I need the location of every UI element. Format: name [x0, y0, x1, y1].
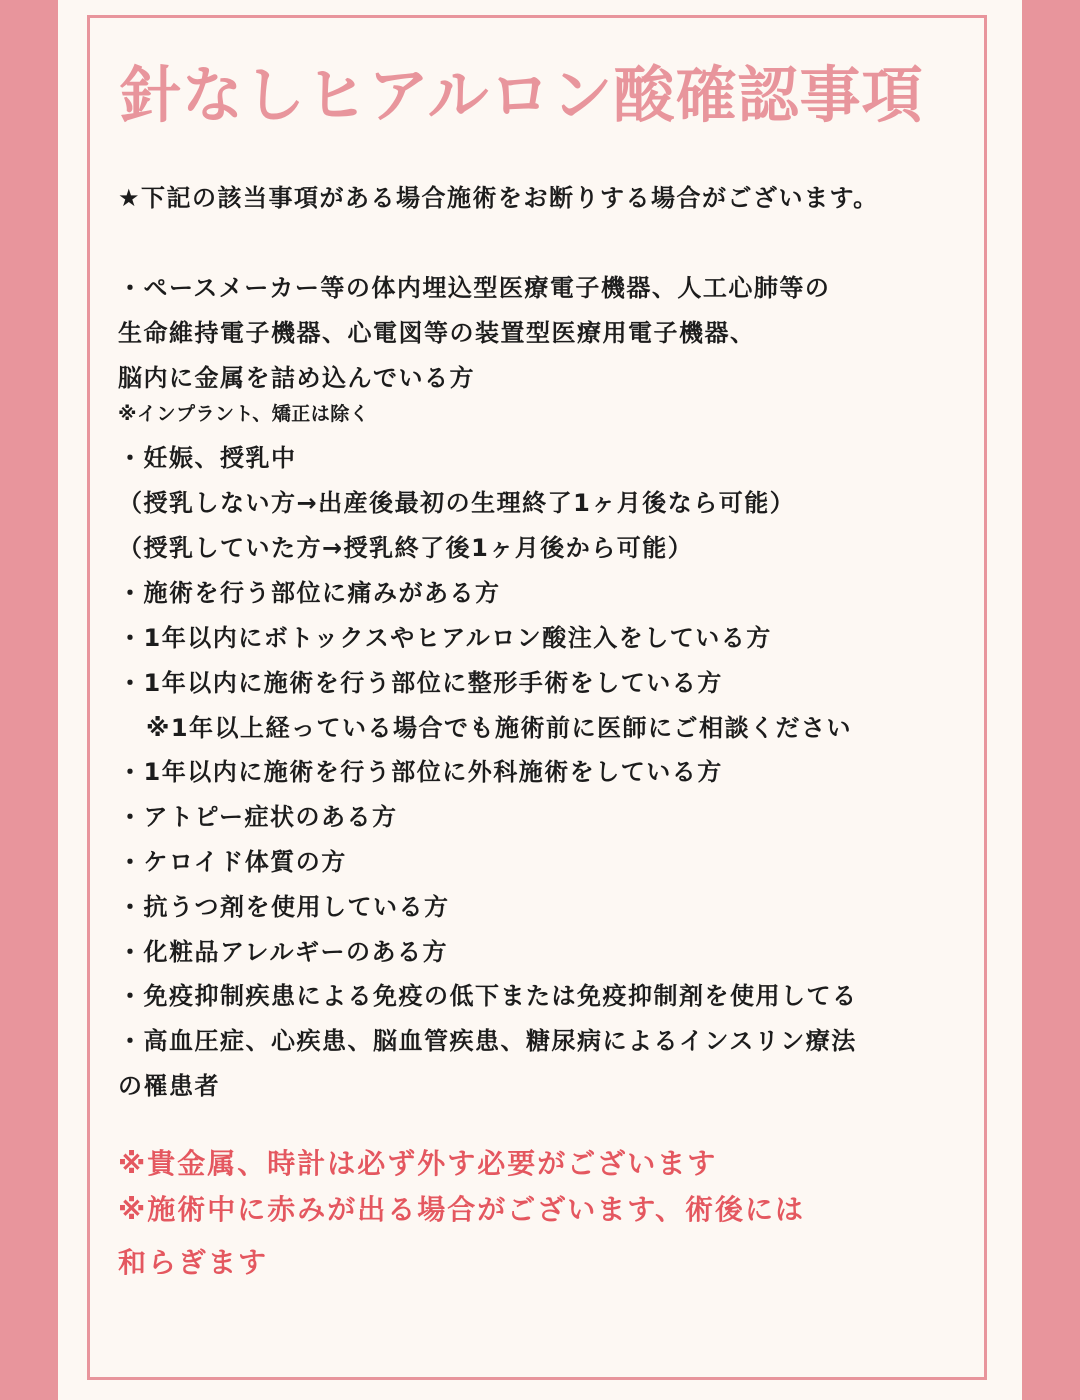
condition-line: の罹患者 [118, 1072, 220, 1100]
condition-line: ・1年以内に施術を行う部位に整形手術をしている方 [118, 669, 723, 697]
condition-note: ※インプラント、矯正は除く [118, 403, 370, 425]
condition-line: ・1年以内に施術を行う部位に外科施術をしている方 [118, 758, 723, 786]
condition-line: ・高血圧症、心疾患、脳血管疾患、糖尿病によるインスリン療法 [118, 1027, 857, 1055]
condition-line: ・1年以内にボトックスやヒアルロン酸注入をしている方 [118, 624, 772, 652]
condition-line: （授乳しない方→出産後最初の生理終了1ヶ月後なら可能） [118, 489, 796, 517]
condition-line: ・ペースメーカー等の体内埋込型医療電子機器、人工心肺等の [118, 274, 831, 302]
intro-text: ★下記の該当事項がある場合施術をお断りする場合がございます。 [118, 184, 879, 212]
condition-line: ・化粧品アレルギーのある方 [118, 938, 448, 966]
condition-note: ※1年以上経っている場合でも施術前に医師にご相談ください [146, 714, 853, 742]
condition-line: ・アトピー症状のある方 [118, 803, 398, 831]
condition-line: 脳内に金属を詰め込んでいる方 [118, 364, 475, 392]
warning-line: ※貴金属、時計は必ず外す必要がございます [118, 1147, 718, 1180]
page-title: 針なしヒアルロン酸確認事項 [120, 60, 924, 131]
warning-line: 和らぎます [118, 1246, 269, 1279]
condition-line: ・妊娠、授乳中 [118, 444, 297, 472]
warning-line: ※施術中に赤みが出る場合がございます、術後には [118, 1193, 805, 1226]
condition-line: ・ケロイド体質の方 [118, 848, 347, 876]
condition-line: ・抗うつ剤を使用している方 [118, 893, 450, 921]
condition-line: 生命維持電子機器、心電図等の装置型医療用電子機器、 [118, 319, 756, 347]
condition-line: （授乳していた方→授乳終了後1ヶ月後から可能） [118, 534, 694, 562]
condition-line: ・施術を行う部位に痛みがある方 [118, 579, 501, 607]
condition-line: ・免疫抑制疾患による免疫の低下または免疫抑制剤を使用してる [118, 982, 858, 1010]
